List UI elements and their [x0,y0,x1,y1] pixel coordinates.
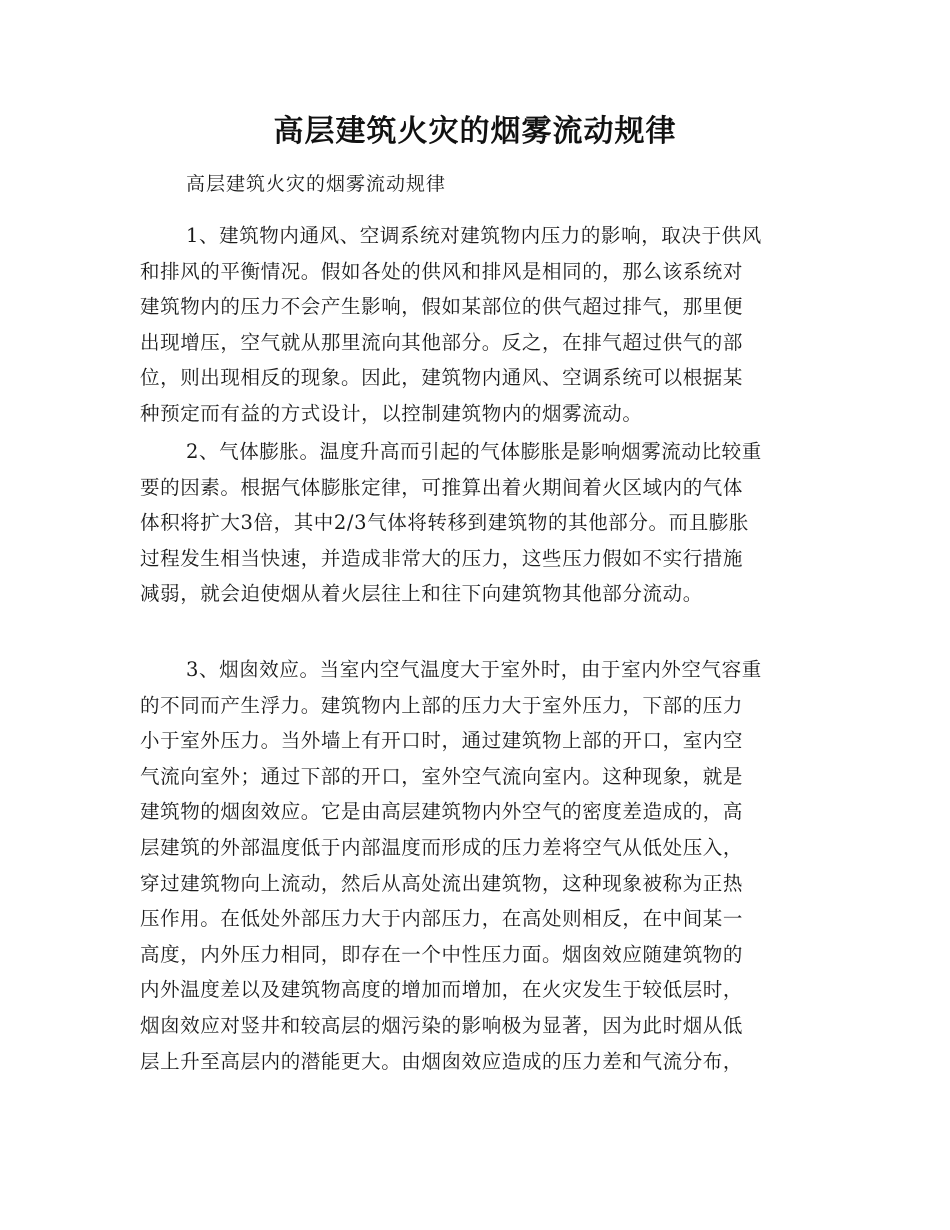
paragraph-line: 小于室外压力。当外墙上有开口时，通过建筑物上部的开口，室内空 [140,729,744,753]
paragraph-line: 烟囱效应对竖井和较高层的烟污染的影响极为显著，因为此时烟从低 [140,1013,744,1037]
paragraph-line: 体积将扩大3倍，其中2/3气体将转移到建筑物的其他部分。而且膨胀 [140,511,749,535]
paragraph-line: 和排风的平衡情况。假如各处的供风和排风是相同的，那么该系统对 [140,259,744,283]
paragraph-line: 的不同而产生浮力。建筑物内上部的压力大于室外压力，下部的压力 [140,693,744,717]
paragraph-line: 层建筑的外部温度低于内部温度而形成的压力差将空气从低处压入， [140,835,744,859]
paragraph-line: 1、建筑物内通风、空调系统对建筑物内压力的影响，取决于供风 [186,224,762,247]
paragraph-line: 层上升至高层内的潜能更大。由烟囱效应造成的压力差和气流分布， [140,1049,744,1073]
paragraph-3 [140,652,820,1079]
paragraph-line: 建筑物的烟囱效应。它是由高层建筑物内外空气的密度差造成的，高 [140,800,744,824]
paragraph-line: 压作用。在低处外部压力大于内部压力，在高处则相反，在中间某一 [140,907,744,931]
paragraph-line: 穿过建筑物向上流动，然后从高处流出建筑物，这种现象被称为正热 [140,871,744,895]
paragraph-line: 过程发生相当快速，并造成非常大的压力，这些压力假如不实行措施 [140,546,744,570]
paragraph-line: 内外温度差以及建筑物高度的增加而增加，在火灾发生于较低层时， [140,978,744,1002]
paragraph-line: 3、烟囱效应。当室内空气温度大于室外时，由于室内外空气容重 [186,658,762,681]
paragraph-line: 气流向室外；通过下部的开口，室外空气流向室内。这种现象，就是 [140,764,744,788]
paragraph-line: 2、气体膨胀。温度升高而引起的气体膨胀是影响烟雾流动比较重 [186,440,762,463]
paragraph-line: 种预定而有益的方式设计，以控制建筑物内的烟雾流动。 [140,401,643,425]
paragraph-line: 高度，内外压力相同，即存在一个中性压力面。烟囱效应随建筑物的 [140,942,744,966]
paragraph-line: 建筑物内的压力不会产生影响，假如某部位的供气超过排气，那里便 [140,295,744,319]
paragraph-2 [140,434,820,612]
paragraph-line: 要的因素。根据气体膨胀定律，可推算出着火期间着火区域内的气体 [140,475,744,499]
document-subtitle: 高层建筑火灾的烟雾流动规律 [186,173,447,195]
paragraph-1 [140,218,820,432]
paragraph-line: 减弱，就会迫使烟从着火层往上和往下向建筑物其他部分流动。 [140,582,703,606]
document-title: 高层建筑火灾的烟雾流动规律 [273,114,677,149]
paragraph-line: 出现增压，空气就从那里流向其他部分。反之，在排气超过供气的部 [140,330,744,354]
paragraph-line: 位，则出现相反的现象。因此，建筑物内通风、空调系统可以根据某 [140,366,744,390]
